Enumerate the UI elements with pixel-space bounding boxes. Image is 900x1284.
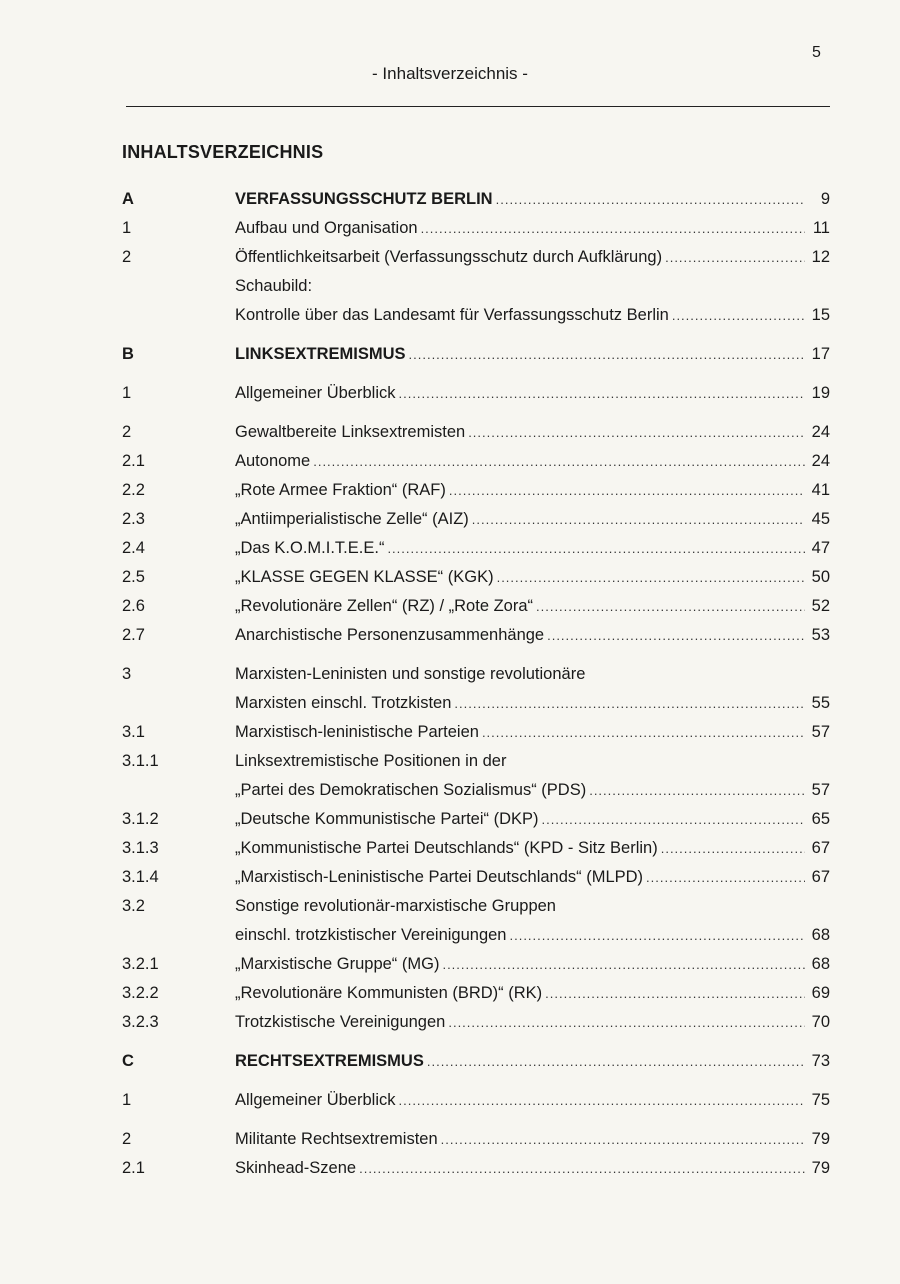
dot-leader xyxy=(496,185,805,214)
toc-entry-title: „Das K.O.M.I.T.E.E.“ xyxy=(235,539,385,557)
toc-entry-row xyxy=(122,476,830,505)
toc-entry-row xyxy=(122,418,830,447)
dot-leader xyxy=(454,689,805,718)
toc-entry-number: 3 xyxy=(122,665,132,683)
toc-entry-page: 24 xyxy=(811,452,830,470)
toc-entry-page: 9 xyxy=(820,190,830,208)
toc-entry-number: 2 xyxy=(122,1130,132,1148)
toc-entry-number: 2.1 xyxy=(122,452,145,470)
toc-entry-page: 75 xyxy=(811,1091,830,1109)
dot-leader xyxy=(441,1125,805,1154)
dot-leader xyxy=(313,447,805,476)
toc-entry-number: 2 xyxy=(122,423,132,441)
running-header: - Inhaltsverzeichnis - xyxy=(372,64,528,83)
toc-entry-page: 19 xyxy=(811,384,830,402)
header-rule xyxy=(126,106,830,107)
toc-entry-row xyxy=(122,243,830,272)
toc-entry-number: 2.4 xyxy=(122,539,145,557)
dot-leader xyxy=(427,1047,805,1076)
toc-entry-number: 3.2.2 xyxy=(122,984,159,1002)
toc-entry-page: 47 xyxy=(811,539,830,557)
dot-leader xyxy=(589,776,805,805)
toc-entry-row xyxy=(122,979,830,1008)
toc-entry-row xyxy=(122,747,830,776)
toc-entry-title: „Marxistisch-Leninistische Partei Deutschlands“ (MLPD) xyxy=(235,868,644,886)
toc-entry-title: Sonstige revolutionär-marxistische Gruppen xyxy=(235,897,556,915)
toc-entry-number: 2.1 xyxy=(122,1159,145,1177)
dot-leader xyxy=(509,921,805,950)
toc-entry-number: 3.2.3 xyxy=(122,1013,159,1031)
toc-entry-row xyxy=(122,563,830,592)
toc-section-row xyxy=(122,1047,830,1076)
toc-entry-number: 3.1.2 xyxy=(122,810,159,828)
toc-entry-page: 73 xyxy=(811,1052,830,1070)
dot-leader xyxy=(359,1154,805,1183)
toc-entry-page: 45 xyxy=(811,510,830,528)
toc-entry-title: Gewaltbereite Linksextremisten xyxy=(235,423,466,441)
toc-entry-page: 79 xyxy=(811,1130,830,1148)
dot-leader xyxy=(545,979,805,1008)
toc-entry-number: 1 xyxy=(122,384,132,402)
dot-leader xyxy=(449,476,805,505)
toc-entry-number: 3.1.3 xyxy=(122,839,159,857)
dot-leader xyxy=(497,563,805,592)
toc-entry-page: 65 xyxy=(811,810,830,828)
table-of-contents xyxy=(122,185,830,1183)
toc-entry-title: Kontrolle über das Landesamt für Verfassungsschutz Berlin xyxy=(235,306,669,324)
toc-entry-title: Allgemeiner Überblick xyxy=(235,384,396,402)
toc-entry-row xyxy=(122,776,830,805)
toc-entry-row xyxy=(122,1086,830,1115)
toc-entry-title: „Revolutionäre Zellen“ (RZ) / „Rote Zora“ xyxy=(235,597,533,615)
toc-entry-title: Schaubild: xyxy=(235,277,313,295)
toc-entry-row xyxy=(122,921,830,950)
dot-leader xyxy=(482,718,805,747)
dot-leader xyxy=(542,805,805,834)
toc-entry-page: 68 xyxy=(811,955,830,973)
toc-entry-page: 55 xyxy=(811,694,830,712)
dot-leader xyxy=(387,534,805,563)
toc-entry-page: 57 xyxy=(811,781,830,799)
toc-entry-title: Marxisten einschl. Trotzkisten xyxy=(235,694,452,712)
toc-entry-page: 52 xyxy=(811,597,830,615)
toc-entry-title: Skinhead-Szene xyxy=(235,1159,357,1177)
toc-entry-page: 67 xyxy=(811,868,830,886)
toc-entry-page: 68 xyxy=(811,926,830,944)
toc-entry-row xyxy=(122,592,830,621)
toc-entry-page: 50 xyxy=(811,568,830,586)
dot-leader xyxy=(672,301,805,330)
toc-entry-row xyxy=(122,621,830,650)
toc-entry-number: 3.1 xyxy=(122,723,145,741)
toc-entry-row xyxy=(122,214,830,243)
toc-entry-number: 1 xyxy=(122,1091,132,1109)
toc-entry-number: 2.7 xyxy=(122,626,145,644)
toc-entry-title: Marxisten-Leninisten und sonstige revolutionäre xyxy=(235,665,586,683)
toc-entry-number: A xyxy=(122,190,134,208)
toc-entry-title: „Marxistische Gruppe“ (MG) xyxy=(235,955,440,973)
toc-entry-title: Trotzkistische Vereinigungen xyxy=(235,1013,446,1031)
toc-entry-page: 24 xyxy=(811,423,830,441)
toc-entry-number: 1 xyxy=(122,219,132,237)
toc-entry-title: RECHTSEXTREMISMUS xyxy=(235,1052,424,1070)
toc-entry-page: 41 xyxy=(811,481,830,499)
toc-entry-row xyxy=(122,1154,830,1183)
toc-entry-number: 2.2 xyxy=(122,481,145,499)
toc-entry-row xyxy=(122,505,830,534)
dot-leader xyxy=(536,592,805,621)
toc-entry-title: Öffentlichkeitsarbeit (Verfassungsschutz durch Aufklärung) xyxy=(235,248,663,266)
toc-entry-title: Anarchistische Personenzusammenhänge xyxy=(235,626,545,644)
toc-entry-title: „Rote Armee Fraktion“ (RAF) xyxy=(235,481,446,499)
toc-entry-title: Marxistisch-leninistische Parteien xyxy=(235,723,479,741)
dot-leader xyxy=(646,863,805,892)
toc-entry-row xyxy=(122,534,830,563)
toc-entry-page: 17 xyxy=(811,345,830,363)
toc-entry-page: 79 xyxy=(811,1159,830,1177)
dot-leader xyxy=(442,950,805,979)
toc-entry-title: Linksextremistische Positionen in der xyxy=(235,752,507,770)
toc-entry-row xyxy=(122,950,830,979)
toc-entry-title: „KLASSE GEGEN KLASSE“ (KGK) xyxy=(235,568,494,586)
toc-entry-title: „Antiimperialistische Zelle“ (AIZ) xyxy=(235,510,469,528)
toc-entry-number: C xyxy=(122,1052,134,1070)
dot-leader xyxy=(472,505,805,534)
toc-entry-row xyxy=(122,892,830,921)
dot-leader xyxy=(665,243,805,272)
toc-entry-number: B xyxy=(122,345,134,363)
toc-entry-row xyxy=(122,805,830,834)
toc-entry-page: 15 xyxy=(811,306,830,324)
toc-entry-title: Militante Rechtsextremisten xyxy=(235,1130,438,1148)
toc-entry-row xyxy=(122,1008,830,1037)
toc-entry-number: 3.2 xyxy=(122,897,145,915)
toc-entry-page: 57 xyxy=(811,723,830,741)
toc-entry-row xyxy=(122,379,830,408)
page-number: 5 xyxy=(812,44,821,61)
toc-entry-page: 70 xyxy=(811,1013,830,1031)
toc-entry-title: Allgemeiner Überblick xyxy=(235,1091,396,1109)
toc-entry-row xyxy=(122,301,830,330)
toc-entry-page: 11 xyxy=(812,219,830,237)
toc-entry-page: 67 xyxy=(811,839,830,857)
dot-leader xyxy=(547,621,805,650)
toc-entry-title: Autonome xyxy=(235,452,311,470)
toc-entry-title: Aufbau und Organisation xyxy=(235,219,418,237)
toc-entry-row xyxy=(122,863,830,892)
toc-entry-page: 69 xyxy=(811,984,830,1002)
toc-entry-title: „Kommunistische Partei Deutschlands“ (KPD - Sitz Berlin) xyxy=(235,839,658,857)
toc-title: INHALTSVERZEICHNIS xyxy=(122,142,324,162)
toc-entry-number: 2 xyxy=(122,248,132,266)
dot-leader xyxy=(398,379,805,408)
toc-entry-row xyxy=(122,1125,830,1154)
toc-entry-title: „Partei des Demokratischen Sozialismus“ (PDS) xyxy=(235,781,587,799)
toc-entry-row xyxy=(122,689,830,718)
toc-entry-number: 3.1.4 xyxy=(122,868,159,886)
toc-entry-row xyxy=(122,272,830,301)
toc-section-row xyxy=(122,185,830,214)
toc-entry-number: 3.1.1 xyxy=(122,752,159,770)
dot-leader xyxy=(409,340,805,369)
toc-entry-number: 3.2.1 xyxy=(122,955,159,973)
toc-entry-number: 2.3 xyxy=(122,510,145,528)
toc-entry-title: VERFASSUNGSSCHUTZ BERLIN xyxy=(235,190,493,208)
toc-entry-number: 2.5 xyxy=(122,568,145,586)
toc-entry-page: 53 xyxy=(811,626,830,644)
toc-entry-row xyxy=(122,834,830,863)
toc-entry-title: „Revolutionäre Kommunisten (BRD)“ (RK) xyxy=(235,984,543,1002)
dot-leader xyxy=(661,834,805,863)
toc-entry-number: 2.6 xyxy=(122,597,145,615)
toc-entry-row xyxy=(122,718,830,747)
toc-entry-row xyxy=(122,447,830,476)
toc-section-row xyxy=(122,340,830,369)
dot-leader xyxy=(448,1008,805,1037)
toc-entry-title: „Deutsche Kommunistische Partei“ (DKP) xyxy=(235,810,539,828)
toc-entry-page: 12 xyxy=(811,248,830,266)
toc-entry-row xyxy=(122,660,830,689)
toc-entry-title: LINKSEXTREMISMUS xyxy=(235,345,406,363)
dot-leader xyxy=(421,214,805,243)
toc-entry-title: einschl. trotzkistischer Vereinigungen xyxy=(235,926,507,944)
dot-leader xyxy=(468,418,805,447)
dot-leader xyxy=(398,1086,805,1115)
